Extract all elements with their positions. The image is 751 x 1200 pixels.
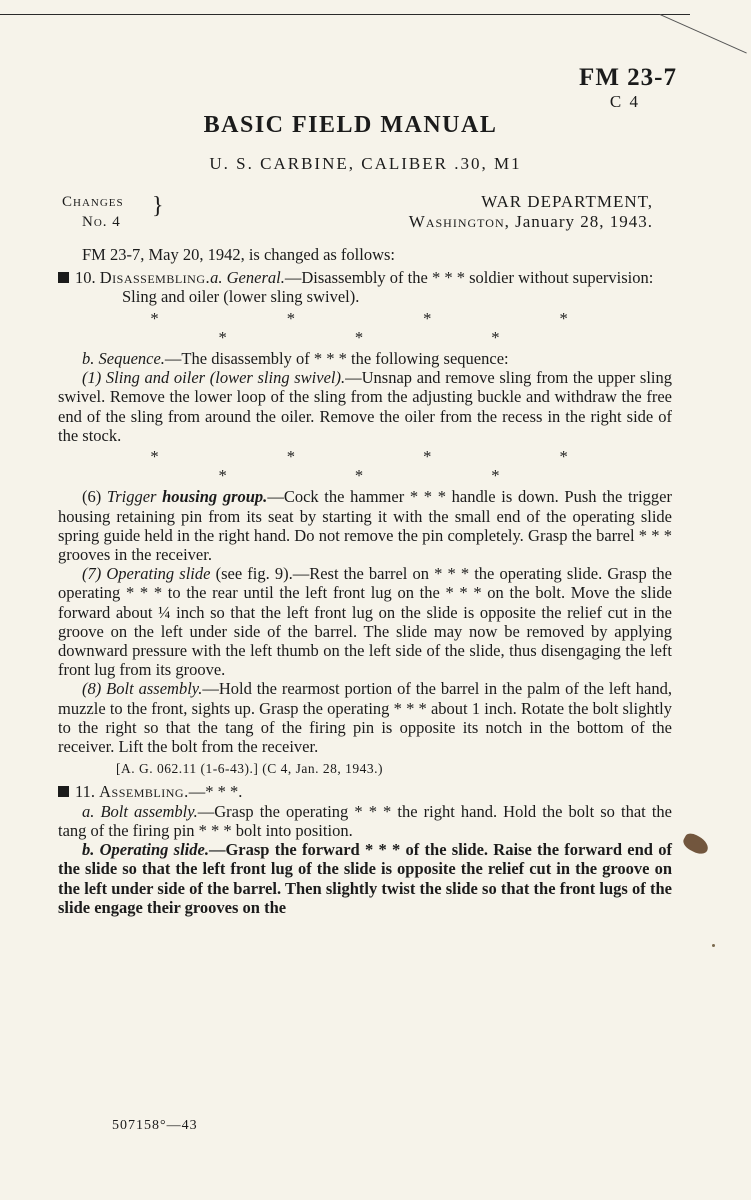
changes-block bbox=[62, 192, 165, 232]
section-11-a bbox=[58, 802, 672, 840]
paragraph-8-label: (8) Bolt assembly. bbox=[82, 679, 203, 699]
department-name: WAR DEPARTMENT, bbox=[481, 192, 653, 211]
paragraph-6-text: —Cock the hammer * * * handle is down. Push the trigger housing retaining pin from its seat by starting it with the small end of the operating slide spring guide held in the right hand. Do not remove the pin completely. Grasp the barrel * * * grooves in the receiver. bbox=[58, 487, 673, 565]
section-10-general bbox=[58, 268, 672, 287]
section-11-b-text: —Grasp the forward * * * of the slide. Raise the forward end of the slide so that the left front lug of the slide is opposite the relief cut in the groove on the left under side of the barrel. Then slightly twist the slide so that the front lugs of the slide engage their grooves on the bbox=[58, 840, 672, 917]
paragraph-7 bbox=[58, 564, 672, 679]
changes-number: No. 4 bbox=[82, 214, 121, 230]
change-number: C 4 bbox=[609, 92, 640, 111]
paper-speck bbox=[712, 944, 715, 947]
paragraph-8-text: —Hold the rearmost portion of the barrel in the palm of the left hand, muzzle to the front, sights up. Grasp the operating * * * about 1 inch. Rotate the bolt slightly to the right so that the tang of the firing pin is opposite its notch in the bottom of the receiver. Lift the bolt from the receiver. bbox=[58, 679, 672, 757]
section-10-b-label: b. Sequence. bbox=[82, 349, 165, 369]
page-title: BASIC FIELD MANUAL bbox=[203, 112, 498, 138]
section-marker-icon bbox=[58, 272, 69, 283]
ink-smudge bbox=[681, 831, 711, 857]
field-manual-number: FM 23-7 bbox=[579, 64, 677, 91]
section-10-b-text: —The disassembly of * * * the following sequence: bbox=[164, 349, 509, 369]
corner-fold-line bbox=[660, 14, 747, 54]
section-11-a-text: —Grasp the operating * * * the right hand. Hold the bolt so that the tang of the firing pin * * * bolt into position. bbox=[58, 801, 672, 840]
document-body bbox=[58, 245, 672, 917]
intro-line: FM 23-7, May 20, 1942, is changed as follows: bbox=[82, 245, 396, 264]
paragraph-7-text: (see fig. 9).—Rest the barrel on * * * the operating slide. Grasp the operating * * * to the rear until the left front lug on the * * * on the bolt. Move the slide forward about ¼ inch so that the left front lug on the slide is opposite the relief cut in the groove on the left under side of the barrel. The slide may now be removed by applying downward pressure with the left thumb on the left side of the slide, thus disengaging the left front lug from its groove. bbox=[58, 564, 672, 680]
section-11-a-label: a. Bolt assembly. bbox=[82, 801, 198, 821]
section-10-a-label: a. General. bbox=[210, 268, 285, 288]
section-10-b bbox=[58, 349, 672, 368]
section-11-heading bbox=[58, 782, 672, 801]
section-11-number: 11. bbox=[75, 782, 96, 802]
section-11-tail: —* * *. bbox=[188, 782, 243, 802]
changes-label: Changes bbox=[62, 194, 124, 210]
section-11-b bbox=[58, 840, 672, 917]
paragraph-1-text: —Unsnap and remove sling from the upper sling swivel. Remove the lower loop of the sling from the adjusting buckle and withdraw the free end of the sling from around the oiler. Remove the oiler from the recess in the right side of the stock. bbox=[58, 368, 672, 445]
paragraph-1-label: (1) Sling and oiler (lower sling swivel). bbox=[82, 368, 346, 388]
ellipsis-stars: * * * * * * * bbox=[150, 308, 630, 347]
print-code: 507158°—43 bbox=[112, 1118, 198, 1133]
department-block bbox=[409, 192, 653, 232]
brace-glyph: } bbox=[152, 193, 165, 219]
sling-oiler-line: Sling and oiler (lower sling swivel). bbox=[122, 287, 360, 307]
section-10-title: Disassembling. bbox=[99, 268, 211, 288]
section-11-b-label: b. Operating slide. bbox=[82, 840, 209, 860]
section-10-a-text: —Disassembly of the * * * soldier without supervision: bbox=[284, 268, 654, 288]
department-city: Washington, bbox=[408, 212, 510, 231]
department-date: January 28, 1943. bbox=[515, 212, 653, 231]
authority-citation: [A. G. 062.11 (1-6-43).] (C 4, Jan. 28, 1943.) bbox=[116, 761, 383, 777]
paragraph-6-label-a: Trigger bbox=[106, 487, 157, 507]
section-10-number: 10. bbox=[75, 268, 96, 288]
paragraph-6-number: (6) bbox=[82, 487, 102, 507]
paragraph-6 bbox=[58, 487, 672, 564]
page-subtitle: U. S. CARBINE, CALIBER .30, M1 bbox=[209, 154, 522, 173]
paragraph-7-label: (7) Operating slide bbox=[82, 564, 211, 584]
section-marker-icon bbox=[58, 786, 69, 797]
section-11-title: Assembling. bbox=[99, 782, 189, 802]
paragraph-6-label-b: housing group. bbox=[162, 487, 268, 507]
page-top-rule bbox=[0, 14, 690, 15]
paragraph-1 bbox=[58, 368, 672, 445]
paragraph-8 bbox=[58, 679, 672, 756]
ellipsis-stars: * * * * * * * bbox=[150, 447, 630, 486]
